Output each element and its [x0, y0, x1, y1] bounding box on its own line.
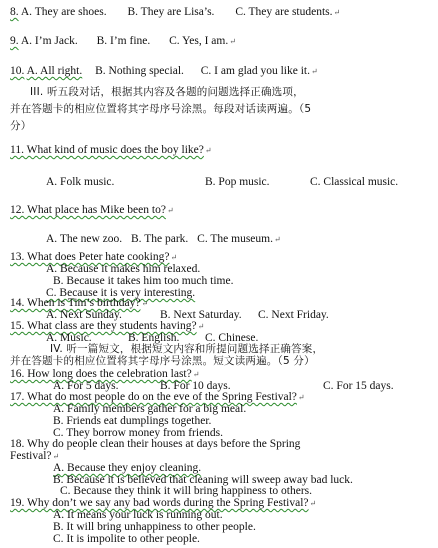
option-a: A. All right.: [26, 65, 83, 77]
q18-option-b: B. Because it is believed that cleaning will sweep away bad luck.: [53, 474, 353, 486]
option-c: C. Yes, I am.: [169, 35, 229, 47]
question-text: 14. When is Tim’s birthday?: [10, 297, 141, 309]
paragraph-mark: ↵: [273, 235, 281, 244]
q16-option-a: A. For 5 days.: [53, 380, 119, 392]
section-4-instruction-line-1: IV. 听一篇短文，根据短文内容和所提问题选择正确答案，: [50, 343, 324, 355]
q19-option-a: A. It means your luck is running out.: [53, 509, 223, 521]
q19-option-b: B. It will bring unhappiness to other people.: [53, 521, 256, 533]
question-9: [10, 35, 236, 48]
paragraph-mark: ↵: [309, 499, 317, 508]
q11-option-a: A. Folk music.: [46, 176, 115, 188]
q17-option-b: B. Friends eat dumplings together.: [53, 415, 212, 427]
question-text: 11. What kind of music does the boy like?: [10, 144, 204, 156]
question-text: 17. What do most people do on the eve of the Spring Festival?: [10, 391, 297, 403]
q16-option-b: B. For 10 days.: [160, 380, 231, 392]
section-3-instruction-line-3: 分）: [10, 120, 32, 132]
q14-option-a: A. Next Sunday.: [46, 309, 122, 321]
option-c: C. The museum.: [197, 233, 273, 245]
paragraph-mark: ↵: [141, 299, 149, 308]
q18-option-c: C. Because they think it will bring happiness to others.: [60, 485, 313, 497]
q15-option-a: A. Music.: [46, 332, 92, 344]
question-text: 12. What place has Mike been to?: [10, 204, 166, 216]
paragraph-mark: ↵: [52, 452, 60, 461]
q13-option-b: B. Because it takes him too much time.: [53, 275, 234, 287]
option-b: B. They are Lisa’s.: [127, 6, 215, 18]
option-c: C. I am glad you like it.: [200, 65, 310, 77]
q13-option-a: A. Because it makes him relaxed.: [46, 263, 201, 275]
section-4-instruction-line-2: 并在答题卡的相应位置将其字母序号涂黑。短文读两遍。（5 分）: [10, 355, 315, 367]
q15-option-c: C. Chinese.: [205, 332, 259, 344]
question-number: 10.: [10, 65, 25, 77]
paragraph-mark: ↵: [229, 37, 236, 46]
paragraph-mark: ↵: [170, 253, 178, 262]
q17-option-c: C. They borrow money from friends.: [53, 427, 224, 439]
question-8: [10, 6, 340, 19]
option-c: C. They are students.: [235, 6, 333, 18]
option-b: B. The park.: [131, 233, 189, 245]
question-18-line-2: [10, 450, 59, 463]
question-text-continued: Festival?: [10, 450, 52, 462]
q14-option-b: B. Next Saturday.: [160, 309, 242, 321]
question-text: 16. How long does the celebration last?: [10, 368, 192, 380]
section-3-instruction-line-1: III. 听五段对话，根据其内容及各题的问题选择正确选项，: [30, 86, 304, 98]
q12-options: [46, 233, 281, 246]
question-12: [10, 204, 174, 217]
q14-option-c: C. Next Friday.: [258, 309, 329, 321]
q13-option-c: C. Because it is very interesting.: [46, 287, 196, 299]
option-b: B. Nothing special.: [95, 65, 184, 77]
question-11: [10, 144, 212, 157]
paragraph-mark: ↵: [311, 67, 318, 76]
option-a: A. I’m Jack.: [20, 35, 78, 47]
option-a: A. The new zoo.: [46, 233, 123, 245]
option-b: B. I’m fine.: [96, 35, 151, 47]
question-number: 9.: [10, 35, 19, 47]
paragraph-mark: ↵: [204, 146, 212, 155]
paragraph-mark: ↵: [197, 322, 205, 331]
q11-option-c: C. Classical music.: [310, 176, 399, 188]
q15-option-b: B. English.: [128, 332, 180, 344]
paragraph-mark: ↵: [297, 393, 305, 402]
q11-option-b: B. Pop music.: [205, 176, 270, 188]
q18-option-a: A. Because they enjoy cleaning.: [53, 462, 202, 474]
paragraph-mark: ↵: [166, 206, 174, 215]
paragraph-mark: ↵: [333, 8, 341, 17]
option-a: A. They are shoes.: [20, 6, 107, 18]
section-3-instruction-line-2: 并在答题卡的相应位置将其字母序号涂黑。每段对话读两遍。（5: [10, 103, 312, 115]
paragraph-mark: ↵: [192, 370, 200, 379]
question-10: [10, 65, 318, 78]
question-number: 8.: [10, 6, 19, 18]
question-text: 15. What class are they students having?: [10, 320, 197, 332]
question-text: 13. What does Peter hate cooking?: [10, 251, 170, 263]
q17-option-a: A. Family members gather for a big meal.: [53, 403, 247, 415]
question-18-line-1: 18. Why do people clean their houses at days before the Spring: [10, 438, 301, 450]
question-text: 19. Why don’t we say any bad words during the Spring Festival?: [10, 497, 309, 509]
q19-option-c: C. It is impolite to other people.: [53, 533, 200, 545]
q16-option-c: C. For 15 days.: [323, 380, 394, 392]
